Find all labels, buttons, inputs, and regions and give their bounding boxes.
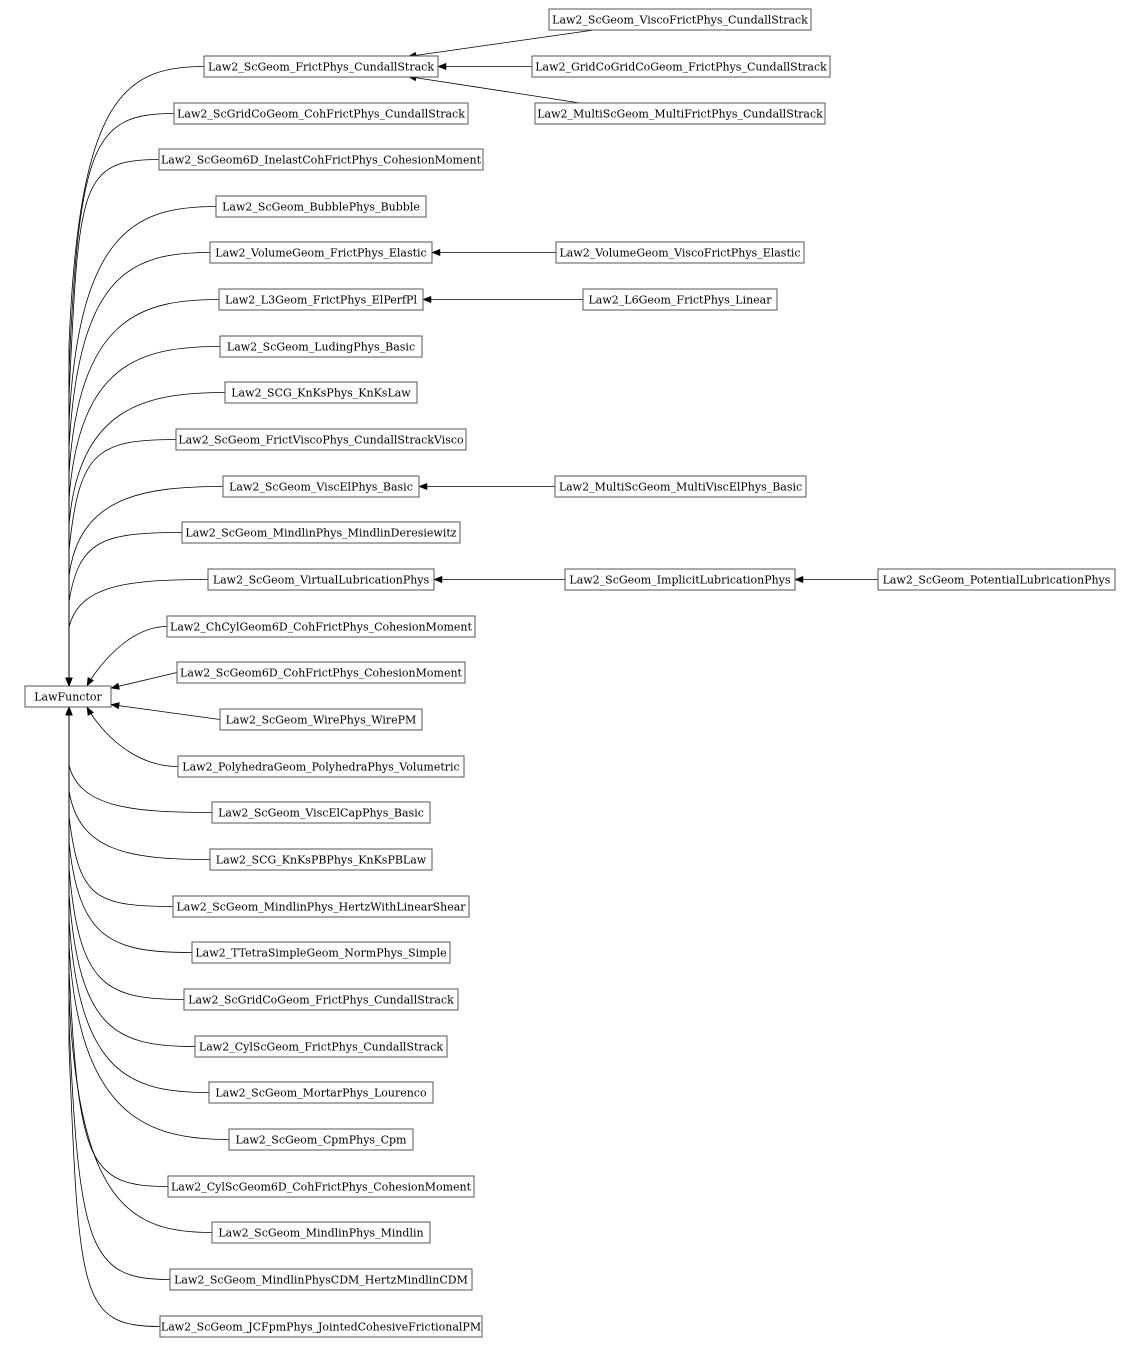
edge-n14-to-root-arrow — [111, 683, 120, 689]
node-n20[interactable] — [192, 942, 450, 963]
node-n6[interactable] — [219, 289, 423, 310]
node-label: Law2_CylScGeom_FrictPhys_CundallStrack — [198, 1040, 444, 1054]
edge-n25-to-root — [69, 707, 168, 1187]
node-n10[interactable] — [223, 476, 419, 497]
node-c3[interactable] — [535, 103, 825, 124]
node-label: Law2_MultiScGeom_MultiViscElPhys_Basic — [558, 480, 803, 494]
edge-n18-to-root — [69, 707, 210, 860]
edge-c3-to-n1 — [408, 77, 580, 104]
node-label: Law2_SCG_KnKsPBPhys_KnKsPBLaw — [215, 853, 427, 867]
edge-n27-to-root — [69, 707, 170, 1280]
node-label: Law2_L3Geom_FrictPhys_ElPerfPl — [225, 293, 417, 307]
edge-n13-to-root — [87, 627, 167, 687]
node-label: Law2_ScGeom_MortarPhys_Lourenco — [215, 1086, 427, 1100]
edge-n28-to-root — [69, 707, 160, 1327]
node-n5[interactable] — [210, 242, 432, 263]
node-n23[interactable] — [209, 1082, 433, 1103]
edge-n14-to-root — [111, 673, 177, 689]
node-label: Law2_ScGeom_MindlinPhys_MindlinDeresiewitz — [185, 526, 457, 540]
node-label: Law2_ChCylGeom6D_CohFrictPhys_CohesionMoment — [170, 620, 472, 634]
node-c1[interactable] — [549, 9, 811, 30]
node-n27[interactable] — [170, 1269, 472, 1290]
node-label: Law2_ScGeom_PotentialLubricationPhys — [882, 573, 1111, 587]
edge-n13-to-root-arrow — [87, 677, 94, 686]
node-label: Law2_ScGeom_VirtualLubricationPhys — [212, 573, 430, 587]
edge-n26-to-root — [69, 707, 212, 1233]
edge-n16-to-root-arrow — [87, 707, 94, 716]
node-n4[interactable] — [216, 196, 426, 217]
edge-c8-to-c7-arrow — [795, 576, 803, 582]
node-c8[interactable] — [878, 569, 1115, 590]
node-label: Law2_ScGeom6D_InelastCohFrictPhys_CohesionMoment — [160, 153, 482, 167]
node-label: Law2_ScGridCoGeom_FrictPhys_CundallStrack — [188, 993, 454, 1007]
node-label: Law2_ScGeom_MindlinPhysCDM_HertzMindlinCDM — [174, 1273, 468, 1287]
node-label: Law2_L6Geom_FrictPhys_Linear — [588, 293, 772, 307]
node-n13[interactable] — [167, 616, 475, 637]
edge-n3-to-root — [69, 160, 159, 687]
node-n19[interactable] — [173, 896, 469, 917]
node-n26[interactable] — [212, 1222, 430, 1243]
edge-c6-to-n10-arrow — [419, 483, 427, 489]
edge-n22-to-root — [69, 707, 195, 1047]
node-label: Law2_VolumeGeom_ViscoFrictPhys_Elastic — [559, 246, 801, 260]
edge-n10-to-root — [69, 487, 223, 687]
node-n16[interactable] — [178, 756, 464, 777]
edge-n19-to-root — [69, 707, 173, 907]
node-n8[interactable] — [225, 382, 417, 403]
node-label: Law2_ScGeom_BubblePhys_Bubble — [222, 200, 420, 214]
node-n15[interactable] — [220, 709, 422, 730]
edge-c4-to-n5-arrow — [432, 249, 440, 255]
node-c6[interactable] — [555, 476, 806, 497]
node-label: Law2_SCG_KnKsPhys_KnKsLaw — [231, 386, 411, 400]
edge-n21-to-root — [69, 707, 184, 1000]
node-label: Law2_PolyhedraGeom_PolyhedraPhys_Volumetric — [182, 760, 460, 774]
node-n11[interactable] — [182, 522, 460, 543]
node-label: Law2_CylScGeom6D_CohFrictPhys_CohesionMoment — [170, 1180, 472, 1194]
node-n2[interactable] — [174, 103, 468, 124]
node-n1[interactable] — [204, 56, 438, 77]
edge-c7-to-n12-arrow — [434, 576, 442, 582]
node-label: Law2_ScGeom_FrictViscoPhys_CundallStrackVisco — [178, 433, 464, 447]
edge-c1-to-n1 — [408, 30, 594, 57]
edge-c2-to-n1-arrow — [438, 63, 446, 69]
node-label: Law2_ScGeom_CpmPhys_Cpm — [235, 1133, 407, 1147]
node-n18[interactable] — [210, 849, 432, 870]
node-label: Law2_ScGeom_MindlinPhys_HertzWithLinearShear — [176, 900, 466, 914]
edge-n12-to-root-arrow — [66, 678, 72, 686]
node-label: Law2_ScGeom6D_CohFrictPhys_CohesionMoment — [180, 666, 462, 680]
node-label: Law2_ScGeom_ViscoFrictPhys_CundallStrack — [552, 13, 808, 27]
node-n14[interactable] — [177, 662, 465, 683]
node-n17[interactable] — [212, 802, 430, 823]
node-label: Law2_ScGridCoGeom_CohFrictPhys_CundallStrack — [177, 107, 465, 121]
node-n7[interactable] — [220, 336, 422, 357]
node-label: Law2_ScGeom_ViscElPhys_Basic — [229, 480, 413, 494]
edge-n11-to-root — [69, 533, 182, 687]
node-n25[interactable] — [168, 1176, 474, 1197]
node-c4[interactable] — [556, 242, 804, 263]
node-label: Law2_ScGeom_MindlinPhys_Mindlin — [218, 1226, 424, 1240]
edge-n28-to-root-arrow — [66, 707, 72, 715]
edge-n15-to-root-arrow — [111, 702, 119, 708]
node-label: LawFunctor — [34, 690, 102, 704]
node-n24[interactable] — [229, 1129, 413, 1150]
node-n12[interactable] — [208, 569, 434, 590]
node-label: Law2_MultiScGeom_MultiFrictPhys_CundallStrack — [537, 107, 823, 121]
node-label: Law2_ScGeom_ViscElCapPhys_Basic — [218, 806, 424, 820]
node-n9[interactable] — [176, 429, 466, 450]
node-c5[interactable] — [583, 289, 777, 310]
node-label: Law2_ScGeom_LudingPhys_Basic — [226, 340, 416, 354]
node-n28[interactable] — [160, 1316, 482, 1337]
node-n21[interactable] — [184, 989, 458, 1010]
node-root[interactable] — [25, 686, 111, 707]
node-c7[interactable] — [565, 569, 795, 590]
node-n3[interactable] — [159, 149, 483, 170]
edge-n2-to-root — [69, 114, 174, 687]
node-label: Law2_ScGeom_JCFpmPhys_JointedCohesiveFrictionalPM — [160, 1320, 482, 1334]
node-label: Law2_TTetraSimpleGeom_NormPhys_Simple — [195, 946, 447, 960]
node-n22[interactable] — [195, 1036, 447, 1057]
node-label: Law2_VolumeGeom_FrictPhys_Elastic — [215, 246, 427, 260]
node-c2[interactable] — [532, 56, 830, 77]
edge-c5-to-n6-arrow — [423, 296, 431, 302]
node-label: Law2_ScGeom_ImplicitLubricationPhys — [569, 573, 791, 587]
edge-n15-to-root — [111, 705, 220, 720]
edge-n9-to-root — [69, 440, 176, 687]
node-label: Law2_GridCoGridCoGeom_FrictPhys_CundallStrack — [535, 60, 827, 74]
node-label: Law2_ScGeom_WirePhys_WirePM — [225, 713, 417, 727]
edge-n16-to-root — [87, 707, 178, 767]
node-label: Law2_ScGeom_FrictPhys_CundallStrack — [208, 60, 434, 74]
